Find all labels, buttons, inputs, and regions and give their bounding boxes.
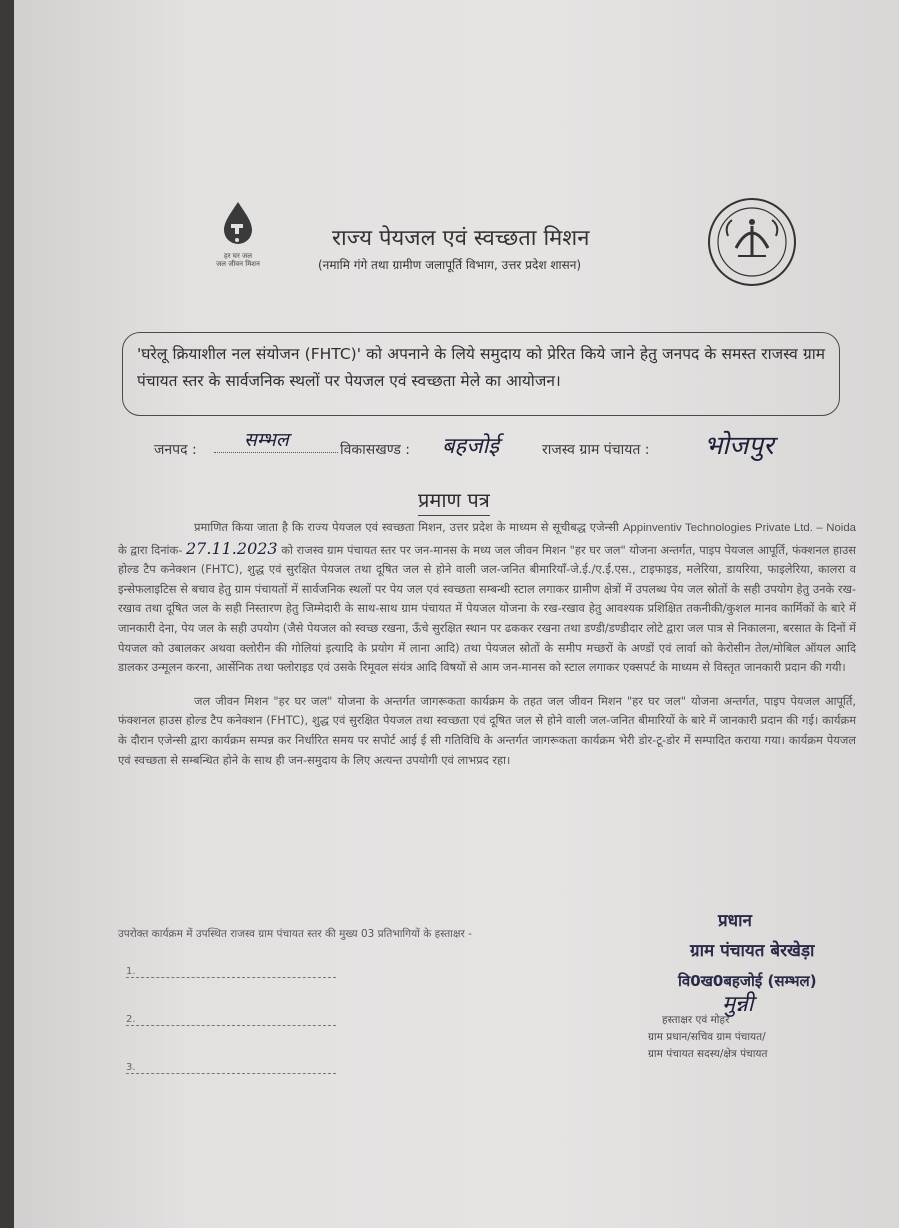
signature-caption-line-2: ग्राम प्रधान/सचिव ग्राम पंचायत/	[648, 1031, 766, 1043]
certificate-paragraph-1: प्रमाणित किया जाता है कि राज्य पेयजल एवं स्वच्छता मिशन, उत्तर प्रदेश के माध्यम से सूचीबद्ध एजेन्सी Appinventiv Technologies Private Ltd. – Noida के द्वारा दिनांक- 27.11.2023 को राजस्व ग्राम पंचायत स्तर पर जन-मानस के मध्य जल जीवन मिशन "हर घर जल" योजना अन्तर्गत, पाइप पेयजल आपूर्ति, फंक्शनल हाउस होल्ड टैप कनेक्शन (FHTC), शुद्ध एवं सुरक्षित पेयजल तथा दूषित जल से होने वाली जल-जनित बीमारियाँ-जे.ई./ए.ई.एस., टाइफाइड, मलेरिया, डायरिया, फाइलेरिया, कालरा व इन्सेफलाइटिस से बचाव हेतु ग्राम पंचायतों में सार्वजनिक स्थलों पर पेय जल एवं स्वच्छता सम्बन्धी स्टाल लगाकर ग्रामीण क्षेत्रों में उपलब्ध पेय जल स्रोतों के सही उपयोग हेतु उनके रख-रखाव तथा दूषित जल के सही निस्तारण हेतु जिम्मेदारी के साथ-साथ ग्राम पंचायत में पेयजल योजना के रख-रखाव हेतु आवश्यक प्रशिक्षित तकनीकी/कुशल मानव कार्मिकों के बारे में जानकारी देना, पेय जल के सही उपयोग (जैसे पेयजल को स्वच्छ रखना, ऊँचे सुरक्षित स्थान पर ढककर रखना तथा डण्डी/डण्डीदार लोटे द्वारा जल पात्र से निकालना, बरसात के दिनों में पेयजल को उबालकर अथवा क्लोरीन की गोलियां इत्यादि के प्रयोग में लाना आदि) तथा पेयजल स्रोतों के समीप मच्छरों के अण्डों एवं लार्वा को केरोसीन तेल/मोबिल ऑयल आदि डालकर उन्मूलन करना, आर्सेनिक तथा फ्लोराइड एवं उसके रिमूवल संयंत्र आदि विषयों से आम जन-मानस को स्टाल लगाकर एक्सपर्ट के माध्यम से विस्तृत जानकारी प्रदान की गयी।	[118, 520, 856, 675]
block-value: बहजोई	[442, 434, 500, 459]
attendee-signature-line-3: 3.	[126, 1062, 336, 1074]
stamp-line-3: वि0ख0बहजोई (सम्भल)	[678, 972, 817, 990]
gram-panchayat-label: राजस्व ग्राम पंचायत :	[542, 442, 650, 458]
mission-title: राज्य पेयजल एवं स्वच्छता मिशन	[332, 226, 590, 251]
district-label: जनपद :	[154, 442, 197, 458]
certificate-heading: प्रमाण पत्र	[418, 486, 490, 516]
pradhan-signature: मुन्नी	[722, 992, 754, 1017]
para1-body: को राजस्व ग्राम पंचायत स्तर पर जन-मानस के मध्य जल जीवन मिशन "हर घर जल" योजना अन्तर्गत, पाइप पेयजल आपूर्ति, फंक्शनल हाउस होल्ड टैप कनेक्शन (FHTC), शुद्ध एवं सुरक्षित पेयजल तथा दूषित जल से होने वाली जल-जनित बीमारियाँ-जे.ई./ए.ई.एस., टाइफाइड, मलेरिया, डायरिया, फाइलेरिया, कालरा व इन्सेफलाइटिस से बचाव हेतु ग्राम पंचायतों में सार्वजनिक स्थलों पर पेय जल एवं स्वच्छता सम्बन्धी स्टाल लगाकर ग्रामीण क्षेत्रों में उपलब्ध पेय जल स्रोतों के सही उपयोग हेतु उनके रख-रखाव तथा दूषित जल के सही निस्तारण हेतु जिम्मेदारी के साथ-साथ ग्राम पंचायत में पेयजल योजना के रख-रखाव हेतु आवश्यक प्रशिक्षित तकनीकी/कुशल मानव कार्मिकों के बारे में जानकारी देना, पेय जल के सही उपयोग (जैसे पेयजल को स्वच्छ रखना, ऊँचे सुरक्षित स्थान पर ढककर रखना तथा डण्डी/डण्डीदार लोटे द्वारा जल पात्र से निकालना, बरसात के दिनों में पेयजल को उबालकर अथवा क्लोरीन की गोलियां इत्यादि के प्रयोग में लाना आदि) तथा पेयजल स्रोतों के समीप मच्छरों के अण्डों एवं लार्वा को केरोसीन तेल/मोबिल ऑयल आदि डालकर उन्मूलन करना, आर्सेनिक तथा फ्लोराइड एवं उसके रिमूवल संयंत्र आदि विषयों से आम जन-मानस को स्टाल लगाकर एक्सपर्ट के माध्यम से विस्तृत जानकारी प्रदान की गयी।	[118, 542, 856, 675]
location-row	[14, 429, 899, 472]
attendee-signature-line-2: 2.	[126, 1014, 336, 1026]
har-ghar-jal-logo	[198, 200, 278, 280]
certificate-body	[118, 518, 856, 784]
signature-caption-line-1: हस्ताक्षर एवं मोहर	[662, 1014, 730, 1026]
logo-subtag: जल जीवन मिशन	[216, 260, 260, 268]
district-value: सम्भल	[244, 429, 289, 451]
logo-tagline: हर घर जल	[224, 252, 252, 260]
stamp-line-1: प्रधान	[718, 911, 752, 931]
attendee-signature-line-1: 1.	[126, 966, 336, 978]
pradhan-stamp	[678, 906, 899, 996]
event-banner-text: 'घरेलू क्रियाशील नल संयोजन (FHTC)' को अपनाने के लिये समुदाय को प्रेरित किये जाने हेतु जनपद के समस्त राजस्व ग्राम पंचायत स्तर के सार्वजनिक स्थलों पर पेयजल एवं स्वच्छता मेले का आयोजन।	[137, 345, 825, 390]
stamp-line-2: ग्राम पंचायत बेरखेड़ा	[690, 941, 815, 961]
gram-panchayat-value: भोजपुर	[704, 431, 774, 461]
certificate-page	[14, 0, 899, 1228]
up-government-seal-icon	[706, 196, 798, 288]
para1-date-label: के द्वारा दिनांक	[118, 542, 179, 557]
signature-caption	[648, 1012, 868, 1063]
district-field	[214, 426, 338, 453]
para1-intro: प्रमाणित किया जाता है कि राज्य पेयजल एवं स्वच्छता मिशन, उत्तर प्रदेश के माध्यम से सूचीबद्ध एजेन्सी	[194, 520, 619, 534]
mission-subtitle: (नमामि गंगे तथा ग्रामीण जलापूर्ति विभाग, उत्तर प्रदेश शासन)	[318, 258, 582, 272]
attendees-note: उपरोक्त कार्यक्रम में उपस्थित राजस्व ग्राम पंचायत स्तर की मुख्य 03 प्रतिभागियों के हस्ताक्षर -	[118, 928, 472, 940]
certificate-paragraph-2: जल जीवन मिशन "हर घर जल" योजना के अन्तर्गत जागरूकता कार्यक्रम के तहत जल जीवन मिशन "हर घर जल" योजना अन्तर्गत, पाइप पेयजल आपूर्ति, फंक्शनल हाउस होल्ड टैप कनेक्शन (FHTC), शुद्ध एवं सुरक्षित पेयजल तथा स्वच्छता एवं दूषित जल से होने वाली जल-जनित बीमारियों के बारे में जानकारी प्रदान की गई। कार्यक्रम के दौरान एजेन्सी द्वारा कार्यक्रम सम्पन्न कर निर्धारित समय पर सपोर्ट आई ई सी गतिविधि के अन्तर्गत जागरूकता कार्यक्रम भेरी डोर-टू-डोर में सम्पादित कराया गया। कार्यक्रम पेयजल एवं स्वच्छता से सम्बन्धित होने के साथ ही जन-समुदाय के लिए अत्यन्त उपयोगी एवं लाभप्रद रहा।	[118, 693, 856, 767]
event-date: 27.11.2023	[186, 538, 278, 558]
event-banner	[122, 332, 840, 416]
signature-caption-line-3: ग्राम पंचायत सदस्य/क्षेत्र पंचायत	[648, 1048, 768, 1060]
agency-name: Appinventiv Technologies Private Ltd. – Noida	[622, 522, 856, 534]
water-tap-icon	[218, 200, 258, 248]
block-label: विकासखण्ड :	[340, 442, 411, 458]
